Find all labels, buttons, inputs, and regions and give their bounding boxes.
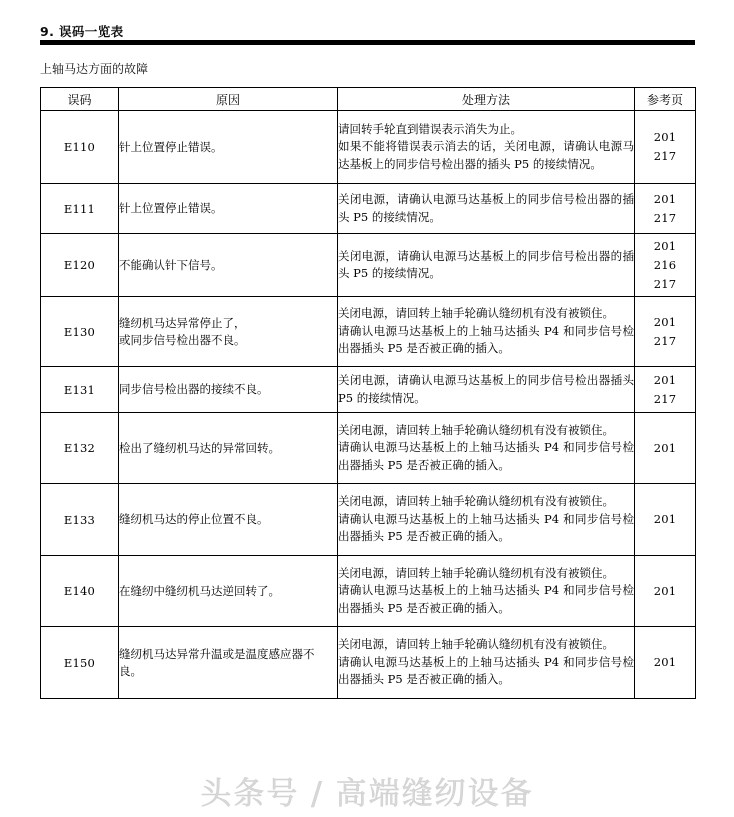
treatment-line: 请确认电源马达基板上的上轴马达插头 P4 和同步信号检出器插头 P5 是否被正确的插入。 — [338, 323, 634, 356]
reference-page-number: 217 — [653, 391, 677, 406]
table-row — [41, 413, 696, 484]
reference-page-number: 201 — [653, 655, 677, 669]
reference-page-number: 217 — [653, 333, 677, 348]
column-header-ref: 参考页 — [635, 88, 696, 111]
table-row — [41, 234, 696, 297]
treatment-line: 关闭电源，请回转上轴手轮确认缝纫机有没有被锁住。 — [338, 306, 614, 321]
cell-error-code: E132 — [41, 413, 119, 484]
cell-error-code: E133 — [41, 484, 119, 556]
reference-page-number: 201 — [653, 372, 677, 387]
reference-page-number: 217 — [653, 210, 677, 225]
cell-error-code: E120 — [41, 234, 119, 297]
treatment-line: 请回转手轮直到错误表示消失为止。 — [338, 121, 522, 136]
treatment-line: 关闭电源，请确认电源马达基板上的同步信号检出器插头 P5 的接续情况。 — [338, 373, 634, 405]
cell-cause: 针上位置停止错误。 — [119, 184, 338, 234]
reference-page-number: 216 — [653, 257, 677, 272]
treatment-line: 请确认电源马达基板上的上轴马达插头 P4 和同步信号检出器插头 P5 是否被正确的插入。 — [338, 511, 634, 544]
reference-page-number: 201 — [653, 238, 677, 253]
cell-cause: 针上位置停止错误。 — [119, 111, 338, 184]
treatment-line: 请确认电源马达基板上的上轴马达插头 P4 和同步信号检出器插头 P5 是否被正确的插入。 — [338, 583, 634, 615]
cell-error-code: E140 — [41, 556, 119, 627]
heading-rule — [40, 40, 695, 45]
cell-error-code: E131 — [41, 367, 119, 413]
cell-error-code: E150 — [41, 627, 119, 699]
cell-treatment — [338, 627, 635, 699]
cell-reference-page — [635, 627, 696, 699]
cell-reference-page — [635, 297, 696, 367]
treatment-line: 如果不能将错误表示消去的话，关闭电源，请确认电源马达基板上的同步信号检出器的插头 P5 的接续情况。 — [338, 139, 634, 171]
table-row — [41, 484, 696, 556]
page-title: 9. 误码一览表 — [40, 24, 124, 39]
column-header-code: 误码 — [41, 88, 119, 111]
cell-reference-page — [635, 184, 696, 234]
cell-reference-page — [635, 556, 696, 627]
reference-page-number: 217 — [653, 149, 677, 163]
reference-page-number: 201 — [653, 314, 677, 329]
cell-treatment — [338, 413, 635, 484]
table-row — [41, 111, 696, 184]
reference-page-number: 201 — [653, 512, 677, 526]
error-code-table — [40, 87, 696, 699]
cell-treatment — [338, 367, 635, 413]
treatment-line: 关闭电源，请确认电源马达基板上的同步信号检出器的插头 P5 的接续情况。 — [338, 248, 634, 280]
cell-treatment — [338, 297, 635, 367]
cell-treatment — [338, 484, 635, 556]
table-row — [41, 297, 696, 367]
reference-page-number: 201 — [653, 191, 677, 206]
table-row — [41, 627, 696, 699]
error-code-table-container — [40, 87, 695, 699]
cell-treatment — [338, 184, 635, 234]
cell-reference-page — [635, 484, 696, 556]
reference-page-number: 217 — [653, 276, 677, 291]
cell-treatment — [338, 111, 635, 184]
cell-reference-page — [635, 234, 696, 297]
cell-reference-page — [635, 367, 696, 413]
watermark: 头条号 / 高端缝纫设备 — [200, 776, 534, 812]
reference-page-number: 201 — [653, 130, 677, 144]
table-body — [41, 111, 696, 699]
cell-error-code: E130 — [41, 297, 119, 367]
cell-reference-page — [635, 413, 696, 484]
treatment-line: 关闭电源，请回转上轴手轮确认缝纫机有没有被锁住。 — [338, 422, 614, 437]
column-header-cause: 原因 — [119, 88, 338, 111]
cell-cause: 缝纫机马达异常升温或是温度感应器不良。 — [119, 627, 338, 699]
cell-cause: 不能确认针下信号。 — [119, 234, 338, 297]
section-subtitle: 上轴马达方面的故障 — [40, 62, 149, 76]
cell-cause: 缝纫机马达的停止位置不良。 — [119, 484, 338, 556]
cell-cause: 同步信号检出器的接续不良。 — [119, 367, 338, 413]
table-row — [41, 184, 696, 234]
table-header — [41, 88, 696, 111]
cell-cause: 缝纫机马达异常停止了， 或同步信号检出器不良。 — [119, 297, 338, 367]
cell-error-code: E110 — [41, 111, 119, 184]
cell-cause: 在缝纫中缝纫机马达逆回转了。 — [119, 556, 338, 627]
reference-page-number: 201 — [653, 440, 677, 455]
treatment-line: 关闭电源，请确认电源马达基板上的同步信号检出器的插头 P5 的接续情况。 — [338, 192, 634, 224]
table-header-row — [41, 88, 696, 111]
cell-cause: 检出了缝纫机马达的异常回转。 — [119, 413, 338, 484]
column-header-fix: 处理方法 — [338, 88, 635, 111]
treatment-line: 请确认电源马达基板上的上轴马达插头 P4 和同步信号检出器插头 P5 是否被正确的插入。 — [338, 654, 634, 687]
treatment-line: 关闭电源，请回转上轴手轮确认缝纫机有没有被锁住。 — [338, 637, 614, 652]
treatment-line: 关闭电源，请回转上轴手轮确认缝纫机有没有被锁住。 — [338, 494, 614, 509]
cell-treatment — [338, 234, 635, 297]
cell-treatment — [338, 556, 635, 627]
table-row — [41, 367, 696, 413]
table-row — [41, 556, 696, 627]
cell-error-code: E111 — [41, 184, 119, 234]
reference-page-number: 201 — [653, 583, 677, 598]
section-heading — [40, 24, 695, 45]
treatment-line: 关闭电源，请回转上轴手轮确认缝纫机有没有被锁住。 — [338, 565, 614, 580]
cell-reference-page — [635, 111, 696, 184]
treatment-line: 请确认电源马达基板上的上轴马达插头 P4 和同步信号检出器插头 P5 是否被正确的插入。 — [338, 440, 634, 472]
